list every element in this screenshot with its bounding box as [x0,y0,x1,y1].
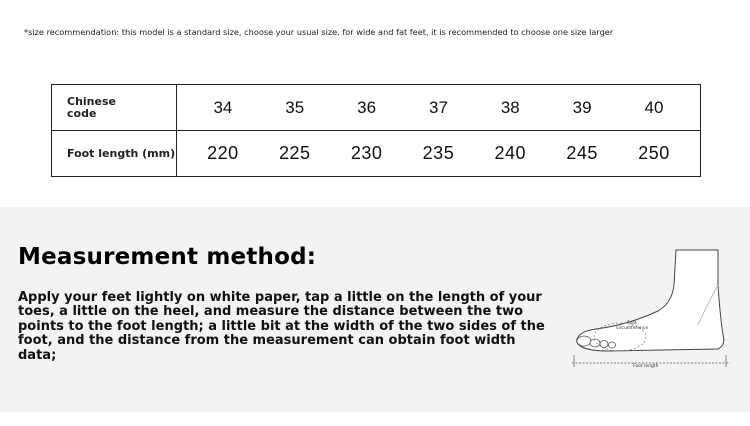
chinese-code-label-line2: code [67,106,97,120]
code-value: 36 [357,97,377,117]
length-value: 240 [494,143,527,163]
length-value: 230 [350,143,383,163]
size-chart-table [51,84,701,177]
foot-label-line1: Foot [627,321,637,326]
foot-circumference-label [616,321,648,331]
measurement-title: Measurement method: [18,244,317,270]
measurement-section [0,207,750,412]
foot-label-line2: circumference [616,326,649,331]
foot-length-tag: Foot length [633,364,659,369]
code-value: 35 [285,97,305,117]
measurement-instructions: Apply your feet lightly on white paper, tap a little on the length of your toes, a little on the heel, and measure the distance between the two points to the foot length; a little bit at the width of the two sides of the foot, and the distance from the measurement can obtain foot width data; [18,290,545,363]
code-value: 34 [213,97,233,117]
chinese-code-label [52,85,177,131]
length-value: 245 [566,143,598,163]
foot-length-label: Foot length (mm) [52,131,177,177]
length-value: 250 [638,143,670,163]
code-value: 38 [500,97,520,117]
length-value: 220 [207,143,239,163]
length-value: 235 [422,143,455,163]
foot-illustration [568,245,738,375]
length-value: 225 [278,143,311,163]
foot-length-values [177,131,701,177]
code-value: 37 [428,97,448,117]
chinese-code-label-line1: Chinese [67,94,116,108]
table-row [52,85,701,131]
code-value: 39 [572,97,592,117]
table-row [52,131,701,177]
foot-icon [568,245,738,375]
code-value: 40 [644,97,664,117]
size-recommendation-note: *size recommendation: this model is a standard size, choose your usual size. for wide and fat feet, it is recommended to choose one size larger [24,27,614,37]
chinese-code-values [177,85,701,131]
